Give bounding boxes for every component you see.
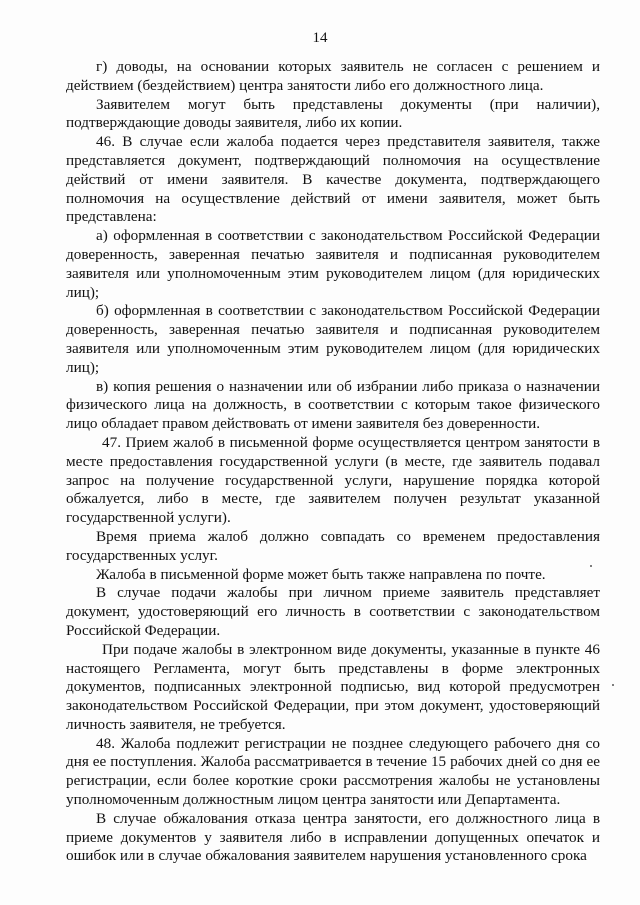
paragraph-47-written-complaints: 47. Прием жалоб в письменной форме осуществляется центром занятости в месте предоставления государственной услуги (в месте, где заявитель подавал запрос на получение государственной услуги, нарушение порядка которой обжалуется, либо в месте, где заявителем получен результат указанной государственной услуги). — [66, 433, 600, 527]
paragraph-refusal-appeal: В случае обжалования отказа центра занятости, его должностного лица в приеме документов у заявителя либо в исправлении допущенных опечаток и ошибок или в случае обжалования заявителем нарушения установленного срока — [66, 809, 600, 865]
paragraph-46-a: а) оформленная в соответствии с законодательством Российской Федерации доверенность, заверенная печатью заявителя и подписанная руководителем заявителя или уполномоченным этим руководителем лицом (для юридических лиц); — [66, 227, 600, 301]
paragraph-electronic-submission: При подаче жалобы в электронном виде документы, указанные в пункте 46 настоящего Регламента, могут быть представлены в форме электронных документов, подписанных электронной подписью, вид которой предусмотрен законодательством Российской Федерации, при этом документ, удостоверяющий личность заявителя, не требуется. — [66, 640, 600, 733]
scan-speck — [612, 684, 614, 686]
page-number: 14 — [312, 30, 328, 46]
paragraph-g-arguments: г) доводы, на основании которых заявитель не согласен с решением и действием (бездействием) центра занятости либо его должностного лица. — [66, 58, 600, 94]
paragraph-46-b: б) оформленная в соответствии с законодательством Российской Федерации доверенность, заверенная печатью заявителя и подписанная руководителем заявителя или уполномоченным этим руководителем лицом (для юридических лиц); — [66, 302, 600, 376]
paragraph-by-post: Жалоба в письменной форме может быть также направлена по почте. — [96, 565, 546, 583]
paragraph-personal-reception: В случае подачи жалобы при личном приеме заявитель представляет документ, удостоверяющий его личность в соответствии с законодательством Российской Федерации. — [66, 584, 600, 639]
paragraph-supporting-documents: Заявителем могут быть представлены документы (при наличии), подтверждающие доводы заявителя, либо их копии. — [66, 95, 600, 132]
scan-speck — [590, 565, 592, 567]
paragraph-48-registration: 48. Жалоба подлежит регистрации не позднее следующего рабочего дня со дня ее поступления. Жалоба рассматривается в течение 15 рабочих дней со дня ее регистрации, если более короткие сроки рассмотрения жалобы не установлены уполномоченным должностным лицом центра занятости или Департамента. — [66, 734, 600, 809]
paragraph-46-v: в) копия решения о назначении или об избрании либо приказа о назначении физического лица на должность, в соответствии с которым такое физического лицо обладает правом действовать от имени заявителя без доверенности. — [66, 377, 600, 433]
paragraph-46-representative: 46. В случае если жалоба подается через представителя заявителя, также представляется документ, подтверждающий полномочия на осуществление действий от имени заявителя. В качестве документа, подтверждающего полномочия на осуществление действий от имени заявителя, может быть представлена: — [66, 133, 600, 226]
document-body — [66, 58, 600, 866]
paragraph-reception-time: Время приема жалоб должно совпадать со временем предоставления государственных услуг. — [66, 527, 600, 564]
